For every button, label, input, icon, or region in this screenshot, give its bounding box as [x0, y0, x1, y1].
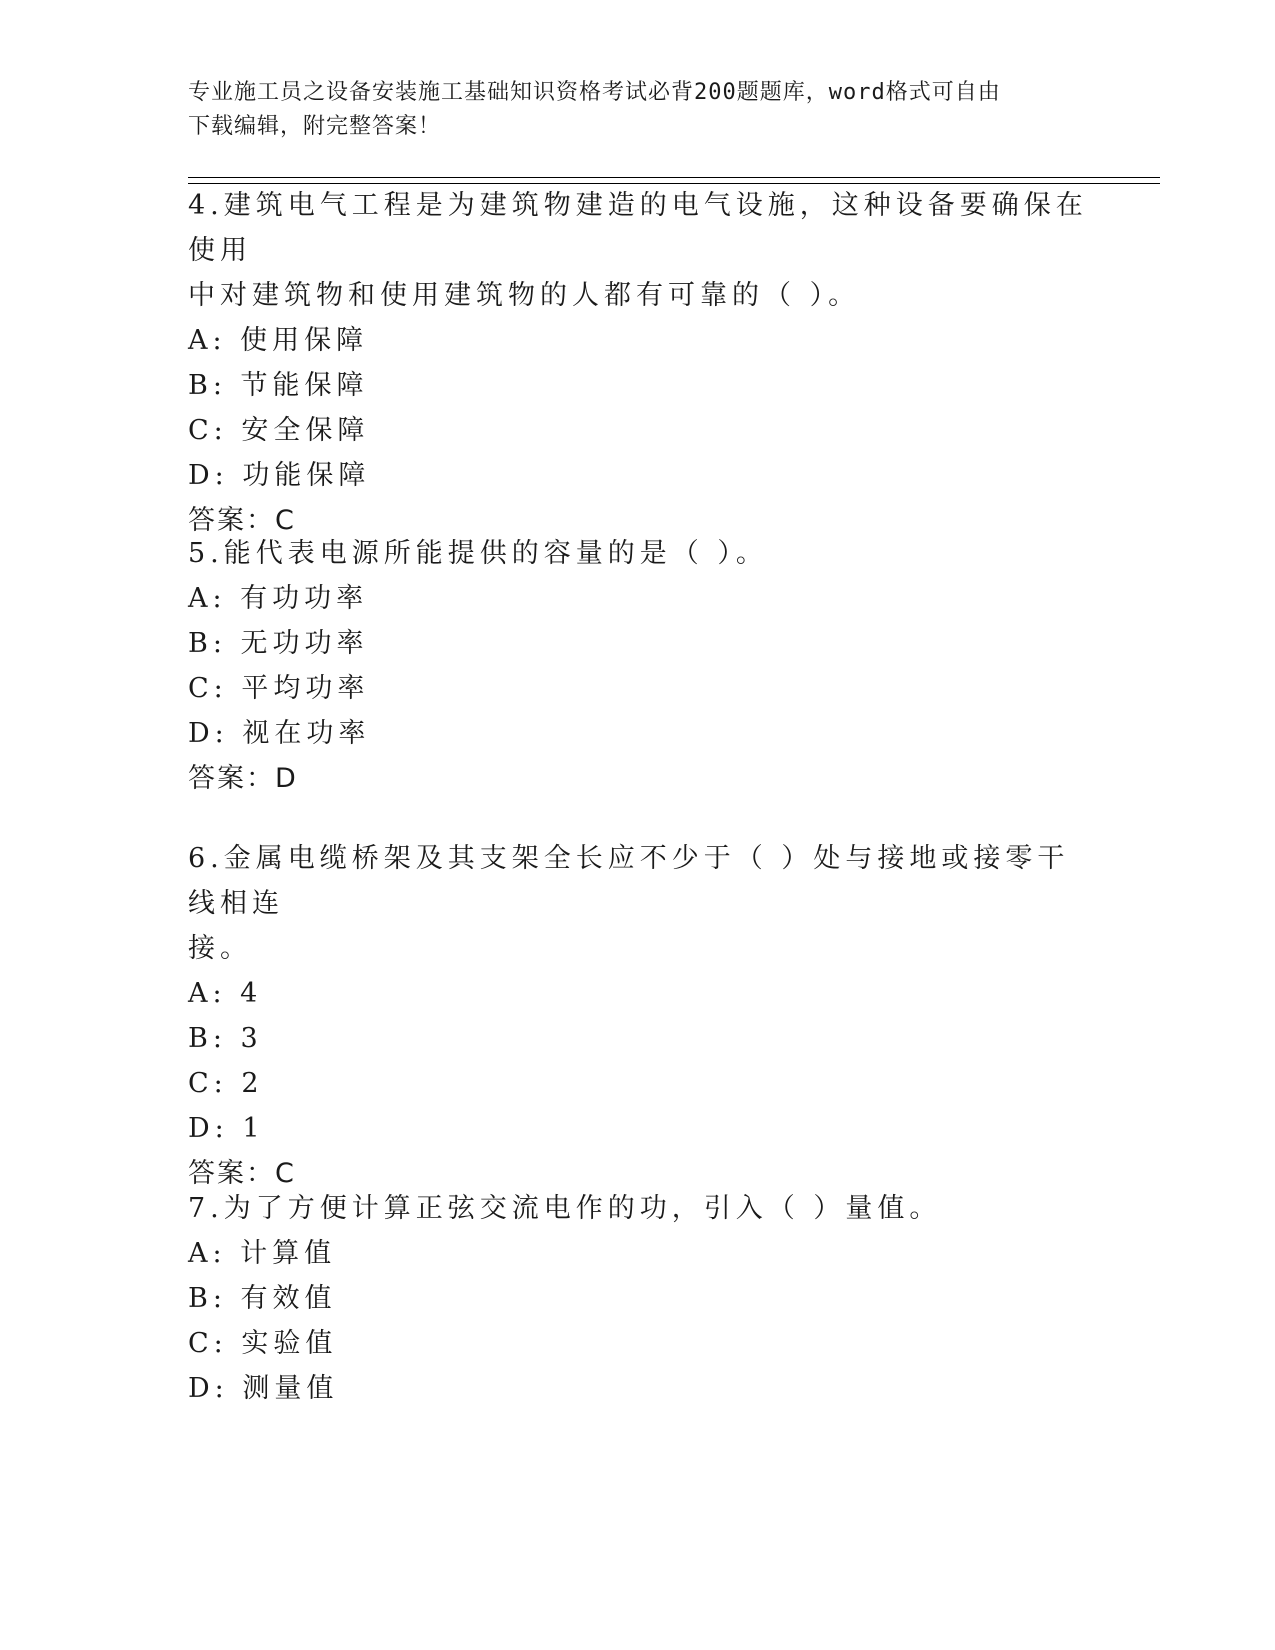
option-b: B: 有效值 — [188, 1283, 337, 1314]
question-stem-line: 7.为了方便计算正弦交流电作的功，引入（ ）量值。 — [188, 1193, 942, 1224]
header-line-1: 专业施工员之设备安装施工基础知识资格考试必背200题题库，word格式可自由 — [188, 80, 1001, 105]
option-c: C: 平均功率 — [188, 673, 370, 704]
question-7 — [188, 1186, 1088, 1411]
answer-line: 答案：D — [188, 763, 298, 794]
option-a: A: 计算值 — [188, 1238, 337, 1269]
option-a: A: 使用保障 — [188, 325, 369, 356]
option-d: D: 测量值 — [188, 1373, 339, 1404]
option-c: C: 实验值 — [188, 1328, 338, 1359]
question-stem-line: 5.能代表电源所能提供的容量的是（ ）。 — [188, 538, 768, 569]
option-d: D: 1 — [188, 1113, 265, 1144]
question-stem-line: 中对建筑物和使用建筑物的人都有可靠的（ ）。 — [188, 280, 861, 311]
option-b: B: 无功功率 — [188, 628, 369, 659]
header-rule-top — [188, 177, 1160, 178]
option-a: A: 有功功率 — [188, 583, 369, 614]
question-stem-line: 接。 — [188, 933, 252, 964]
answer-line: 答案：C — [188, 1158, 296, 1189]
option-b: B: 节能保障 — [188, 370, 369, 401]
option-d: D: 视在功率 — [188, 718, 371, 749]
header-line-2: 下载编辑，附完整答案！ — [188, 114, 442, 139]
question-6 — [188, 836, 1088, 1196]
option-a: A: 4 — [188, 978, 263, 1009]
question-4 — [188, 183, 1088, 543]
question-stem-line: 4.建筑电气工程是为建筑物建造的电气设施，这种设备要确保在使用 — [188, 190, 1088, 266]
question-stem-line: 6.金属电缆桥架及其支架全长应不少于（ ）处与接地或接零干线相连 — [188, 843, 1070, 919]
document-header — [188, 76, 1068, 144]
option-c: C: 安全保障 — [188, 415, 370, 446]
option-c: C: 2 — [188, 1068, 264, 1099]
option-d: D: 功能保障 — [188, 460, 371, 491]
question-5 — [188, 531, 1088, 801]
answer-line: 答案：C — [188, 505, 296, 536]
option-b: B: 3 — [188, 1023, 263, 1054]
